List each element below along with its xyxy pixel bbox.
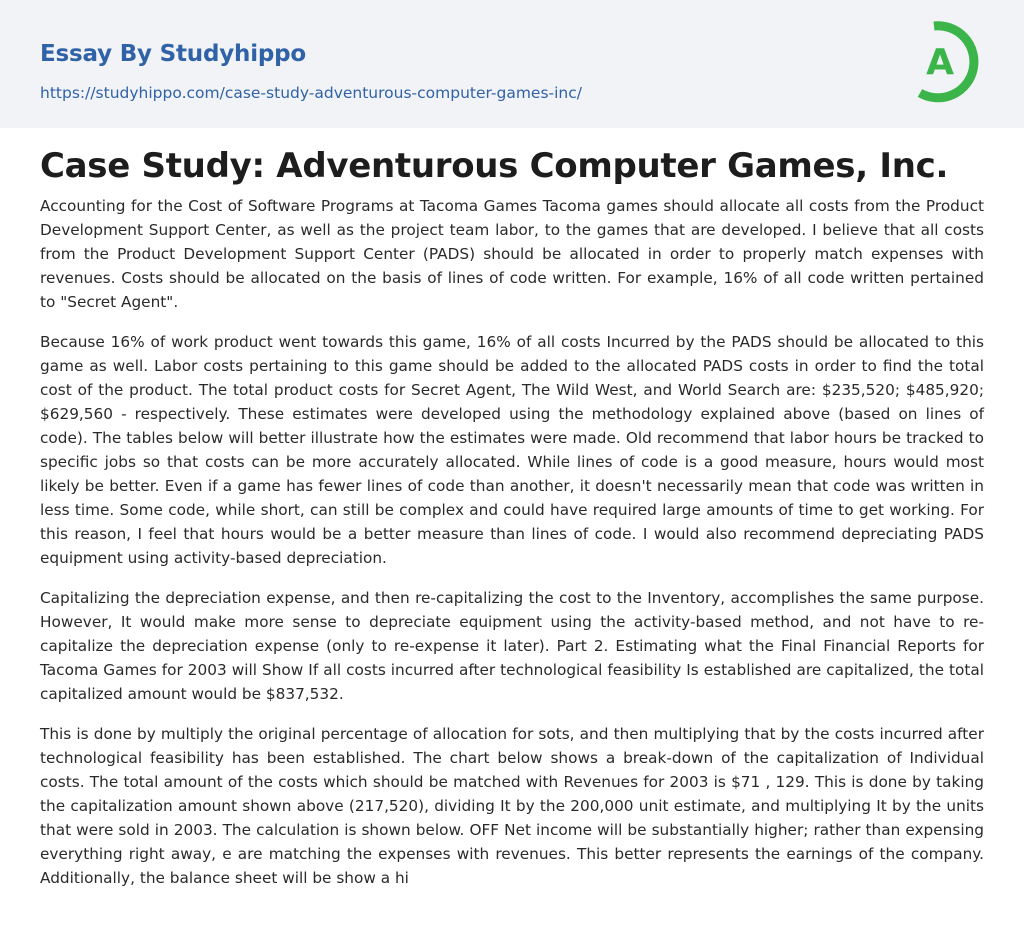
page-title: Case Study: Adventurous Computer Games, Inc. — [40, 146, 949, 186]
site-brand[interactable]: Essay By Studyhippo — [40, 41, 307, 67]
article-paragraph: This is done by multiply the original percentage of allocation for sots, and then multiplying that by the costs incurred after technological feasibility has been established. The chart below shows a break-down of the capitalization of Individual costs. The total amount of the costs which should be matched with Revenues for 2003 is $71 , 129. This is done by taking the capitalization amount shown above (217,520), dividing It by the 200,000 unit estimate, and multiplying It by the units that were sold in 2003. The calculation is shown below. OFF Net income will be substantially higher; rather than expensing everything right away, e are matching the expenses with revenues. This better represents the earnings of the company. Additionally, the balance sheet will be show a hi — [40, 725, 984, 887]
article-paragraph: Accounting for the Cost of Software Programs at Tacoma Games Tacoma games should allocate all costs from the Product Development Support Center, as well as the project team labor, to the games that are developed. I believe that all costs from the Product Development Support Center (PADS) should be allocated in order to properly match expenses with revenues. Costs should be allocated on the basis of lines of code written. For example, 16% of all code written pertained to "Secret Agent". — [40, 197, 984, 311]
article-paragraph: Capitalizing the depreciation expense, and then re-capitalizing the cost to the Inventory, accomplishes the same purpose. However, It would make more sense to depreciate equipment using the activity-based method, and not have to re-capitalize the depreciation expense (only to re-expense it later). Part 2. Estimating what the Final Financial Reports for Tacoma Games for 2003 will Show If all costs incurred after technological feasibility Is established are capitalized, the total capitalized amount would be $837,532. — [40, 589, 984, 703]
logo-letter: A — [926, 42, 954, 83]
article-body — [40, 194, 984, 906]
article-paragraph: Because 16% of work product went towards this game, 16% of all costs Incurred by the PADS should be allocated to this game as well. Labor costs pertaining to this game should be added to the allocated PADS costs in order to find the total cost of the product. The total product costs for Secret Agent, The Wild West, and World Search are: $235,520; $485,920; $629,560 - respectively. These estimates were developed using the methodology explained above (based on lines of code). The tables below will better illustrate how the estimates were made. Old recommend that labor hours be tracked to specific jobs so that costs can be more accurately allocated. While lines of code is a good measure, hours would most likely be better. Even if a game has fewer lines of code than another, it doesn't necessarily mean that code was written in less time. Some code, while short, can still be complex and could have required large amounts of time to get working. For this reason, I feel that hours would be a better measure than lines of code. I would also recommend depreciating PADS equipment using activity-based depreciation. — [40, 333, 984, 567]
source-url-link[interactable]: https://studyhippo.com/case-study-adventurous-computer-games-inc/ — [40, 84, 583, 102]
